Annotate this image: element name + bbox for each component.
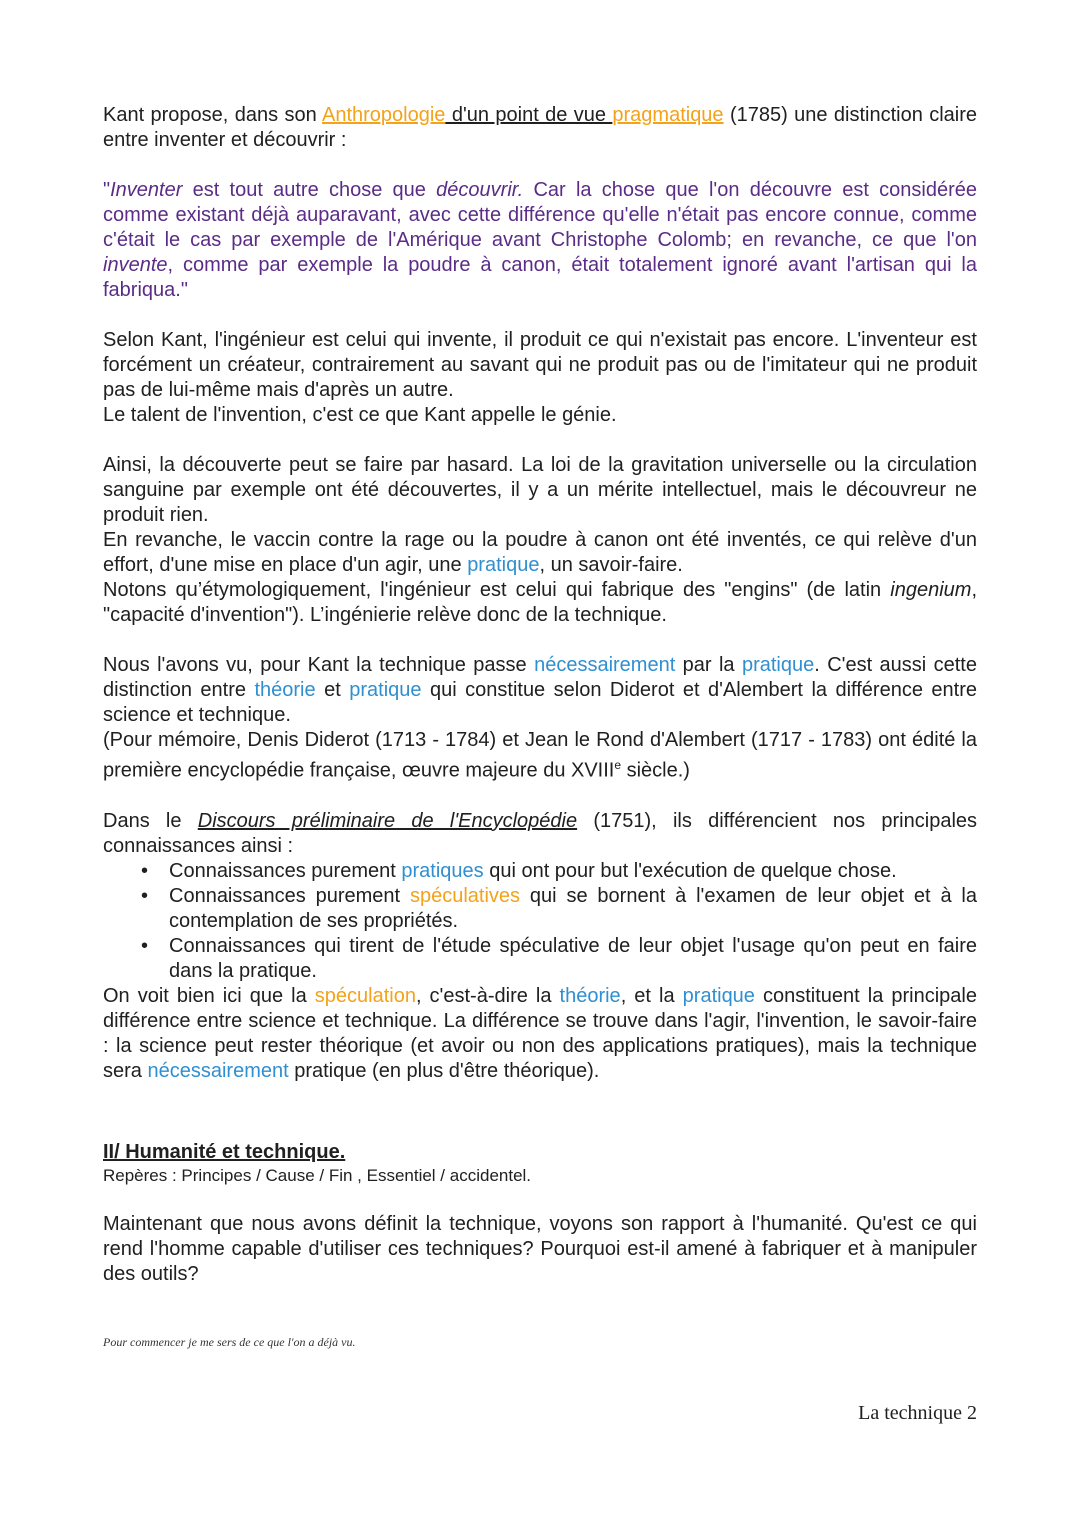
inventor-paragraph: Selon Kant, l'ingénieur est celui qui invente, il produit ce qui n'existait pas encore. L'inventeur est forcément un créateur, contrairement au savant qui ne produit pas ou de l'imitateur qui ne produit pas de lui-même mais d'après un autre.: [103, 329, 977, 401]
list-item: • Connaissances qui tirent de l'étude spéculative de leur objet l'usage qu'on peut en faire dans la pratique.: [141, 934, 977, 982]
document-body: [103, 103, 977, 1287]
humanity-paragraph: Maintenant que nous avons définit la technique, voyons son rapport à l'humanité. Qu'est ce qui rend l'homme capable d'utiliser ces techniques? Pourquoi est-il amené à fabriquer et à manipuler des outils?: [103, 1212, 977, 1285]
work-title-middle: d'un point de vue: [445, 104, 613, 126]
intro-paragraph: Kant propose, dans son Anthropologie d'un point de vue pragmatique (1785) une distinction claire entre inventer et découvrir :: [103, 104, 977, 151]
page-footer: La technique 2: [858, 1402, 977, 1424]
invention-effort-line: En revanche, le vaccin contre la rage ou la poudre à canon ont été inventés, ce qui relève d'un effort, d'une mise en place d'un agir, une pratique, un savoir-faire.: [103, 529, 977, 576]
work-title-word-pragmatique: pragmatique: [612, 104, 724, 126]
conclusion-paragraph: On voit bien ici que la spéculation, c'est-à-dire la théorie, et la pratique constituent la principale différence entre science et technique. La différence se trouve dans l'agir, l'invention, le savoir-faire : la science peut rester théorique (et avoir ou non des applications pratiques), mais la technique sera nécessairement pratique (en plus d'être théorique).: [103, 984, 977, 1082]
discovery-paragraph: Ainsi, la découverte peut se faire par hasard. La loi de la gravitation universelle ou la circulation sanguine par exemple ont été découvertes, il y a un mérite intellectuel, mais le découvreur ne produit rien.: [103, 454, 977, 526]
list-item: • Connaissances purement pratiques qui ont pour but l'exécution de quelque chose.: [141, 859, 897, 882]
discours-paragraph: Dans le Discours préliminaire de l'Encyclopédie (1751), ils différencient nos principales connaissances ainsi :: [103, 809, 978, 857]
diderot-paragraph: Nous l'avons vu, pour Kant la technique passe nécessairement par la pratique. C'est aussi cette distinction entre théorie et pratique qui constitue selon Diderot et d'Alembert la différence entre science et technique.: [103, 654, 978, 726]
genius-line: Le talent de l'invention, c'est ce que Kant appelle le génie.: [103, 404, 617, 426]
knowledge-list: [103, 859, 977, 984]
memo-line: (Pour mémoire, Denis Diderot (1713 - 1784) et Jean le Rond d'Alembert (1717 - 1783) ont édité la première encyclopédie française, œuvre majeure du XVIIIe siècle.): [103, 729, 977, 782]
discours-title: Discours préliminaire de l'Encyclopédie: [197, 809, 578, 832]
bullet-icon: •: [141, 884, 149, 907]
list-item: • Connaissances purement spéculatives qui se bornent à l'examen de leur objet et à la contemplation de ses propriétés.: [141, 884, 978, 932]
reperes-line: Repères : Principes / Cause / Fin , Essentiel / accidentel.: [103, 1165, 532, 1185]
bullet-icon: •: [141, 934, 149, 957]
handwritten-note: Pour commencer je me sers de ce que l'on a déjà vu.: [103, 1335, 356, 1349]
section-heading: II/ Humanité et technique.: [103, 1140, 346, 1163]
etymology-line: Notons qu’étymologiquement, l'ingénieur est celui qui fabrique des "engins" (de latin ingenium, "capacité d'invention"). L’ingénierie relève donc de la technique.: [103, 579, 977, 626]
highlight-pratique: pratique: [467, 554, 540, 576]
kant-quote: "Inventer est tout autre chose que découvrir. Car la chose que l'on découvre est considérée comme existant déjà auparavant, avec cette différence qu'elle n'était pas encore connue, comme c'était le cas par exemple de l'Amérique avant Christophe Colomb; en revanche, ce que l'on invente, comme par exemple la poudre à canon, était totalement ignoré avant l'artisan qui la fabriqua.": [103, 179, 977, 301]
bullet-icon: •: [141, 859, 149, 882]
work-title-word-anthropologie: Anthropologie: [322, 104, 446, 126]
